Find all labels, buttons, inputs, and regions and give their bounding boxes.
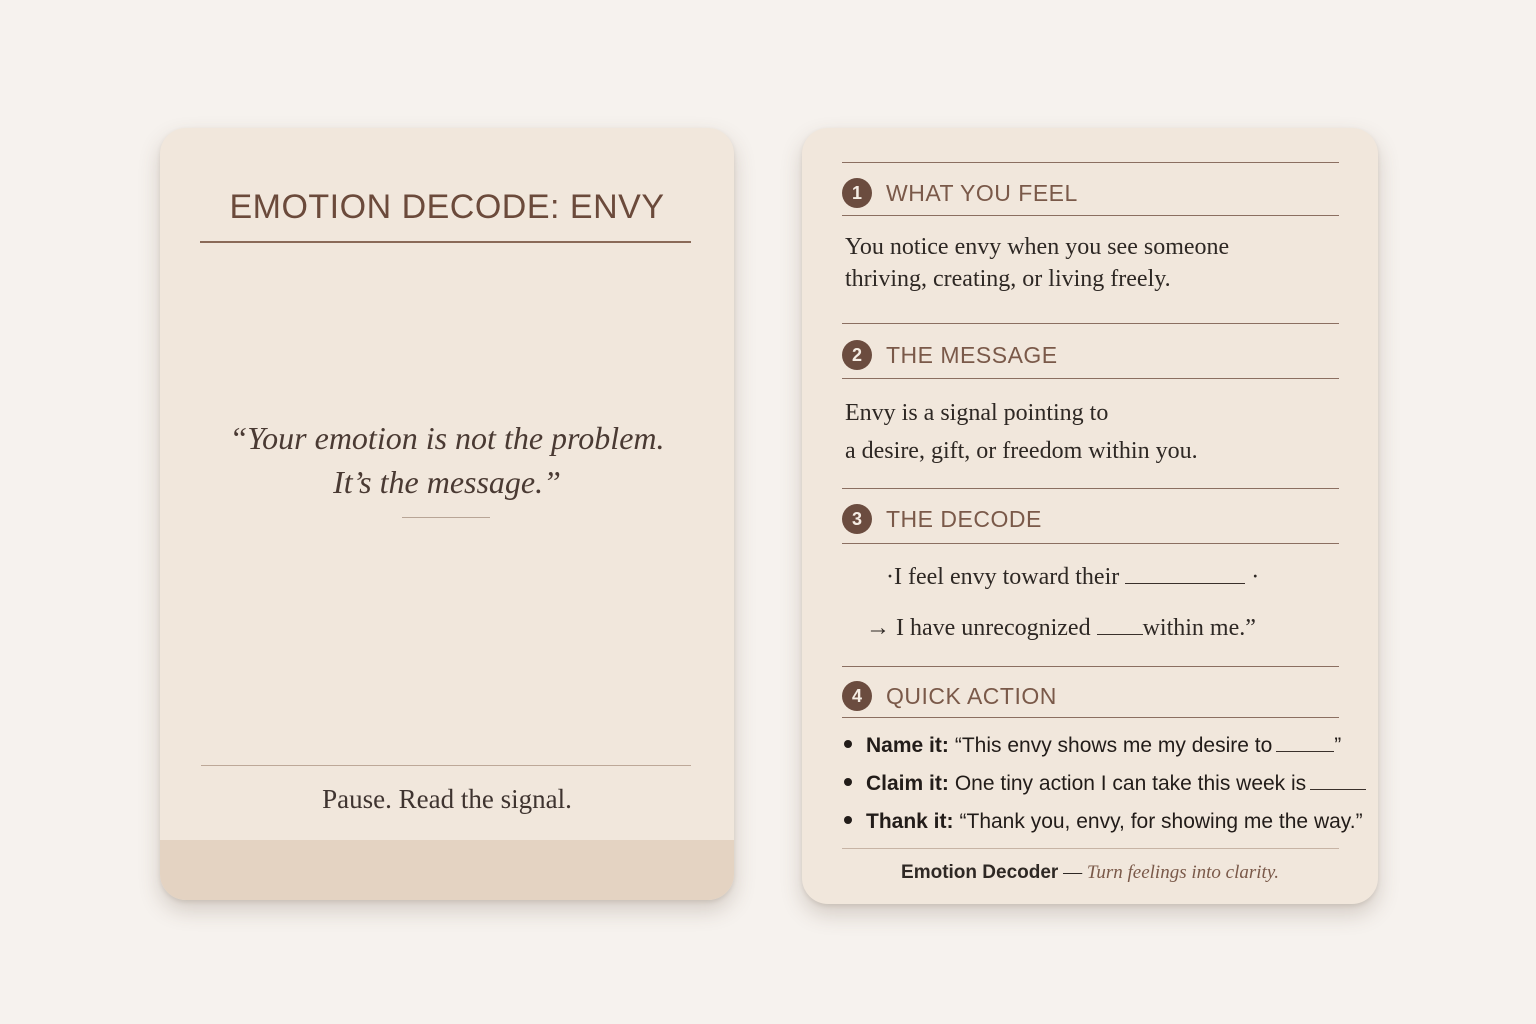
footer-dash: — (1058, 862, 1087, 883)
decode-line-1 (886, 564, 1259, 591)
action-name-it (844, 734, 1341, 758)
action-text: One tiny action I can take this week is (954, 772, 1307, 795)
section-the-message-header (842, 339, 1058, 371)
footer-tagline: Turn feelings into clarity. (1086, 862, 1279, 883)
fill-in-blank (1310, 788, 1366, 790)
title-divider (200, 241, 691, 243)
section-the-message-text (845, 394, 1348, 470)
quote (180, 416, 714, 504)
decode-line-2-end: within me.” (1142, 615, 1256, 641)
quote-line-2: It’s the message.” (333, 464, 561, 500)
action-label: Name it: (866, 734, 949, 757)
text-line: thriving, creating, or living freely. (845, 266, 1171, 292)
bullet-icon (844, 816, 852, 824)
action-label: Claim it: (866, 772, 949, 795)
number-badge: 2 (842, 340, 872, 370)
action-claim-it (844, 772, 1366, 796)
text-line: a desire, gift, or freedom within you. (845, 438, 1198, 464)
section-what-you-feel-text (845, 231, 1348, 295)
divider (842, 215, 1339, 216)
text-line: Envy is a signal pointing to (845, 400, 1109, 426)
action-text: “This envy shows me my desire to (954, 734, 1273, 757)
fill-in-blank (1097, 633, 1143, 635)
divider (842, 162, 1339, 163)
section-title: QUICK ACTION (886, 682, 1057, 709)
section-what-you-feel-header (842, 177, 1078, 209)
decode-line-2 (866, 615, 1256, 642)
quote-divider (402, 517, 490, 518)
action-text-end: ” (1334, 734, 1342, 757)
number-badge: 4 (842, 681, 872, 711)
front-footer: Pause. Read the signal. (322, 784, 572, 814)
divider (842, 543, 1339, 544)
action-text: “Thank you, envy, for showing me the way.” (959, 810, 1363, 833)
decode-line-2-text: → I have unrecognized (866, 615, 1091, 641)
fill-in-blank (1276, 750, 1334, 752)
quote-line-1: “Your emotion is not the problem. (229, 420, 665, 456)
action-thank-it (844, 810, 1363, 834)
decode-line-1-end: · (1251, 564, 1260, 590)
divider (842, 666, 1339, 667)
front-card (160, 128, 734, 900)
number-badge: 3 (842, 504, 872, 534)
back-card (802, 128, 1378, 904)
bullet-icon (844, 740, 852, 748)
footer-divider (201, 765, 691, 766)
section-title: THE MESSAGE (886, 341, 1058, 368)
section-title: WHAT YOU FEEL (886, 179, 1078, 206)
footer-brand: Emotion Decoder (901, 862, 1059, 883)
action-label: Thank it: (866, 810, 954, 833)
divider (842, 378, 1339, 379)
divider (842, 323, 1339, 324)
section-title: THE DECODE (886, 505, 1042, 532)
card-title: EMOTION DECODE: ENVY (229, 188, 665, 226)
bullet-icon (844, 778, 852, 786)
front-bottom-band (160, 840, 734, 900)
section-quick-action-header (842, 680, 1057, 712)
text-line: You notice envy when you see someone (845, 234, 1230, 260)
divider (842, 848, 1339, 849)
divider (842, 717, 1339, 718)
decode-line-1-text: ·I feel envy toward their (886, 564, 1120, 590)
divider (842, 488, 1339, 489)
back-footer (802, 862, 1378, 884)
fill-in-blank (1125, 582, 1245, 584)
number-badge: 1 (842, 178, 872, 208)
section-the-decode-header (842, 503, 1042, 535)
